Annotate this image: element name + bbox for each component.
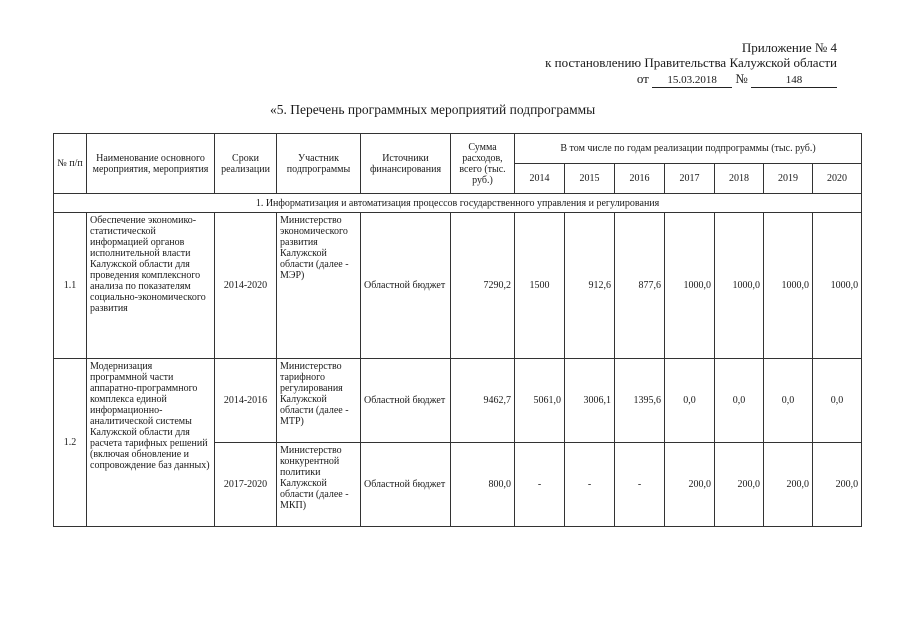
row-year-2018: 200,0 [715,443,764,527]
row-year-2015: 912,6 [565,213,615,359]
row-participant: Министерство тарифного регулирования Калужской области (далее - МТР) [277,359,361,443]
row-year-2014: - [515,443,565,527]
row-year-2016: 877,6 [615,213,665,359]
row-year-2015: 3006,1 [565,359,615,443]
decree-date-number [545,71,837,88]
appendix-header [545,40,837,88]
row-num: 1.2 [54,359,87,527]
page-title: «5. Перечень программных мероприятий подпрограммы [270,102,596,117]
row-name: Обеспечение экономико-статистической информацией органов исполнительной власти Калужской области для проведения комплексного анализа по показателям социально-экономического развития [87,213,215,359]
row-year-2020: 1000,0 [813,213,862,359]
row-participant: Министерство конкурентной политики Калужской области (далее - МКП) [277,443,361,527]
row-year-2016: - [615,443,665,527]
appendix-title: Приложение № 4 [741,40,837,55]
row-year-2017: 0,0 [665,359,715,443]
table-row [54,359,862,443]
row-total: 9462,7 [451,359,515,443]
row-year-2019: 0,0 [764,359,813,443]
row-year-2017: 1000,0 [665,213,715,359]
header-name: Наименование основного мероприятия, мероприятия [87,134,215,194]
row-year-2017: 200,0 [665,443,715,527]
row-total: 800,0 [451,443,515,527]
row-source: Областной бюджет [361,359,451,443]
year-header-2014: 2014 [515,164,565,194]
measures-table [53,133,862,527]
row-year-2014: 1500 [515,213,565,359]
decree-number: 148 [751,74,837,88]
row-year-2020: 200,0 [813,443,862,527]
row-total: 7290,2 [451,213,515,359]
header-by-years: В том числе по годам реализации подпрограммы (тыс. руб.) [515,134,862,164]
year-header-2015: 2015 [565,164,615,194]
row-year-2018: 1000,0 [715,213,764,359]
row-source: Областной бюджет [361,213,451,359]
row-terms: 2014-2020 [215,213,277,359]
year-header-2016: 2016 [615,164,665,194]
decree-reference: к постановлению Правительства Калужской области [545,55,837,70]
row-year-2014: 5061,0 [515,359,565,443]
section-title: 1. Информатизация и автоматизация процессов государственного управления и регулирования [54,194,862,213]
row-year-2019: 200,0 [764,443,813,527]
header-terms: Сроки реализации [215,134,277,194]
header-total: Сумма расходов, всего (тыс. руб.) [451,134,515,194]
row-year-2019: 1000,0 [764,213,813,359]
year-header-2019: 2019 [764,164,813,194]
row-year-2015: - [565,443,615,527]
table-header-row [54,134,862,164]
from-label: от [636,71,649,86]
decree-date: 15.03.2018 [652,74,732,88]
header-num: № п/п [54,134,87,194]
year-header-2018: 2018 [715,164,764,194]
row-terms: 2017-2020 [215,443,277,527]
row-year-2020: 0,0 [813,359,862,443]
row-participant: Министерство экономического развития Калужской области (далее - МЭР) [277,213,361,359]
row-num: 1.1 [54,213,87,359]
year-header-2017: 2017 [665,164,715,194]
row-name: Модернизация программной части аппаратно-программного комплекса единой информационно-аналитической системы Калужской области для расчета тарифных решений (включая обновление и сопровождение баз данных) [87,359,215,527]
row-year-2016: 1395,6 [615,359,665,443]
row-year-2018: 0,0 [715,359,764,443]
row-terms: 2014-2016 [215,359,277,443]
header-sources: Источники финансирования [361,134,451,194]
section-row [54,194,862,213]
row-source: Областной бюджет [361,443,451,527]
table-row [54,213,862,359]
header-participant: Участник подпрограммы [277,134,361,194]
year-header-2020: 2020 [813,164,862,194]
number-label: № [735,71,748,86]
